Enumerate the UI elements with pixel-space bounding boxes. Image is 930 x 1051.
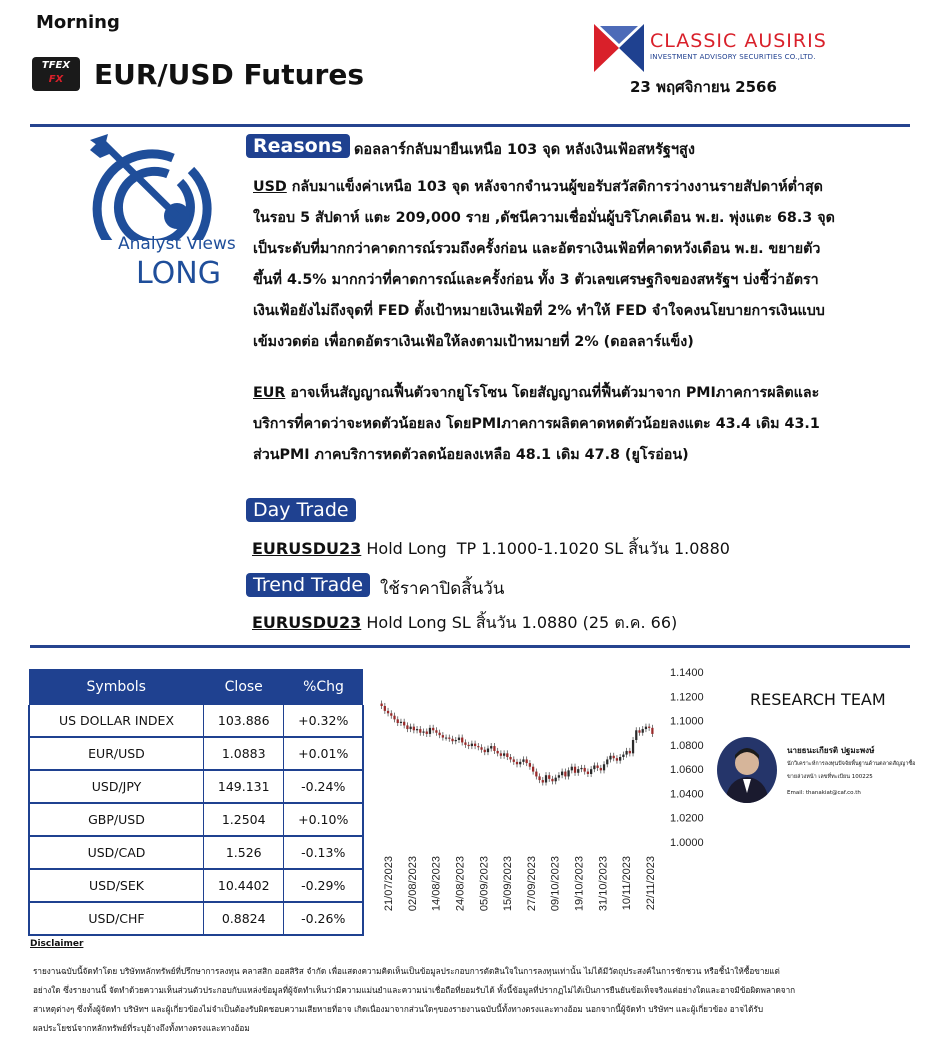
brand-subtitle: INVESTMENT ADVISORY SECURITIES CO.,LTD.	[650, 53, 816, 61]
candle-body	[442, 735, 444, 737]
candle-body	[619, 757, 621, 761]
candle-body	[564, 772, 566, 777]
eur-line-text: อาจเห็นสัญญาณฟื้นตัวจากยูโรโซน โดยสัญญาณที่ฟื้นตัวมาจาก PMIภาคการผลิตและ	[290, 385, 820, 401]
candle-body	[616, 758, 618, 760]
candle-body	[429, 728, 431, 734]
x-tick-label: 02/08/2023	[406, 856, 419, 912]
usd-line: เป็นระดับที่มากกว่าคาดการณ์รวมถึงครั้งก่อน และอัตราเงินเฟ้อที่คาดหวังเดือน พ.ย. ขยายตัว	[253, 241, 821, 257]
candle-body	[629, 751, 631, 753]
change-cell: +0.32%	[284, 705, 363, 737]
candle-body	[645, 727, 647, 729]
trend-trade-line	[252, 611, 677, 636]
candle-body	[548, 775, 550, 779]
table-row	[29, 770, 363, 803]
candle-body	[625, 751, 627, 755]
x-tick-label: 10/11/2023	[621, 856, 634, 911]
candle-body	[561, 772, 563, 776]
candle-body	[426, 732, 428, 734]
x-tick-label: 27/09/2023	[525, 856, 538, 912]
column-header: Symbols	[29, 669, 203, 705]
table-header-row	[29, 669, 363, 705]
y-tick-label: 1.0200	[670, 812, 704, 825]
person-icon	[717, 737, 777, 803]
x-tick-label: 09/10/2023	[549, 856, 562, 912]
y-tick-label: 1.0000	[670, 837, 704, 849]
candle-body	[632, 740, 634, 753]
candle-body	[590, 769, 592, 774]
y-tick-label: 1.1000	[670, 715, 704, 728]
analyst-avatar	[717, 737, 777, 803]
reasons-headline: ดอลลาร์กลับมายืนเหนือ 103 จุด หลังเงินเฟ้อสหรัฐฯสูง	[354, 142, 695, 158]
symbol-cell: GBP/USD	[29, 803, 203, 836]
candle-body	[587, 772, 589, 774]
candle-body	[642, 729, 644, 733]
candle-body	[387, 711, 389, 713]
candle-body	[393, 716, 395, 720]
candle-body	[416, 729, 418, 730]
candle-body	[638, 730, 640, 732]
candle-body	[471, 744, 473, 746]
analyst-info-line: ขายล่วงหน้า เลขที่ทะเบียน 100225	[787, 774, 873, 780]
x-tick-label: 22/11/2023	[645, 856, 657, 911]
change-cell: -0.24%	[284, 770, 363, 803]
close-cell: 1.2504	[203, 803, 283, 836]
y-tick-label: 1.1400	[670, 667, 704, 679]
target-arrow-icon	[88, 130, 238, 240]
candle-body	[432, 728, 434, 730]
candle-body	[596, 766, 598, 768]
candle-body	[484, 750, 486, 752]
candle-body	[458, 738, 460, 740]
candle-body	[648, 727, 650, 728]
eur-line: ส่วนPMI ภาคบริการหดตัวลดน้อยลงเหลือ 48.1 เดิม 47.8 (ยูโรอ่อน)	[253, 447, 689, 463]
candle-body	[622, 755, 624, 757]
x-tick-label: 15/09/2023	[502, 856, 515, 912]
x-tick-label: 21/07/2023	[383, 856, 395, 912]
table-row	[29, 803, 363, 836]
candle-body	[545, 775, 547, 782]
usd-paragraph	[253, 172, 913, 358]
usd-line: เงินเฟ้อยังไม่ถึงจุดที่ FED ตั้งเป้าหมายเงินเฟ้อที่ 2% ทำให้ FED จำใจคงนโยบายการเงินแบบ	[253, 303, 825, 319]
candle-body	[419, 729, 421, 733]
disclaimer-line: สาเหตุต่างๆ ซึ่งทั้งผู้จัดทำ บริษัทฯ และผู้เกี่ยวข้องไม่จำเป็นต้องรับผิดชอบความเสียหายที่อาจ เกิดเนื่องมาจากส่วนใดๆของรายงานฉบับนี้ทั้งทางตรงและทางอ้อม นอกจากนี้ผู้จัดทำ บริษัทฯ และผู้เกี่ยวข้อง อาจได้รับ	[33, 1004, 764, 1014]
mid-divider	[30, 645, 910, 648]
candle-body	[609, 756, 611, 760]
usd-line-text: กลับมาแข็งค่าเหนือ 103 จุด หลังจากจำนวนผู้ขอรับสวัสดิการว่างงานรายสัปดาห์ต่ำสุด	[291, 179, 823, 195]
usd-line: ในรอบ 5 สัปดาห์ แตะ 209,000 ราย ,ดัชนีความเชื่อมั่นผู้บริโภคเดือน พ.ย. พุ่งแตะ 68.3 จุด	[253, 210, 835, 226]
candle-body	[538, 776, 540, 780]
disclaimer-line: ผลประโยชน์จากหลักทรัพย์ที่ระบุอ้างถึงทั้งทางตรงและทางอ้อม	[33, 1023, 250, 1033]
eur-line: บริการที่คาดว่าจะหดตัวน้อยลง โดยPMIภาคการผลิตคาดหดตัวน้อยลงแตะ 43.4 เดิม 43.1	[253, 416, 820, 432]
symbol-cell: EUR/USD	[29, 737, 203, 770]
close-cell: 149.131	[203, 770, 283, 803]
x-tick-label: 19/10/2023	[573, 856, 586, 912]
candle-body	[606, 759, 608, 764]
usd-label: USD	[253, 179, 287, 195]
analyst-email: Email: thanakiat@caf.co.th	[787, 790, 861, 796]
candle-body	[571, 767, 573, 771]
y-tick-label: 1.0800	[670, 739, 704, 752]
trend-trade-text: Hold Long SL สิ้นวัน 1.0880 (25 ต.ค. 66)	[361, 613, 678, 632]
candle-body	[380, 704, 382, 706]
market-table	[28, 669, 364, 936]
candle-body	[555, 778, 557, 782]
candle-body	[503, 753, 505, 755]
candle-body	[397, 719, 399, 723]
candle-body	[451, 739, 453, 741]
candle-body	[519, 762, 521, 764]
disclaimer-label: Disclaimer	[30, 939, 84, 949]
analyst-views-label: Analyst Views	[118, 234, 236, 254]
table-row	[29, 737, 363, 770]
symbol-cell: US DOLLAR INDEX	[29, 705, 203, 737]
table-row	[29, 836, 363, 869]
table-row	[29, 705, 363, 737]
eur-paragraph	[253, 378, 913, 471]
candle-body	[477, 746, 479, 747]
table-row	[29, 902, 363, 935]
analyst-info-line: นักวิเคราะห์การลงทุนปัจจัยพื้นฐานด้านตลาดสัญญาซื้อ	[787, 761, 916, 767]
symbol-cell: USD/CHF	[29, 902, 203, 935]
candle-body	[509, 757, 511, 759]
candle-body	[413, 727, 415, 731]
close-cell: 0.8824	[203, 902, 283, 935]
candle-body	[506, 753, 508, 757]
candle-body	[551, 779, 553, 781]
column-header: Close	[203, 669, 283, 705]
candle-body	[445, 738, 447, 739]
candle-body	[400, 722, 402, 723]
candle-body	[406, 725, 408, 729]
candle-body	[635, 730, 637, 740]
y-tick-label: 1.0600	[670, 764, 704, 777]
disclaimer-line: รายงานฉบับนี้จัดทำโดย บริษัทหลักทรัพย์ที่ปรึกษาการลงทุน คลาสสิก ออสสิริส จำกัด เพื่อแสดงความคิดเห็นเป็นข้อมูลประกอบการตัดสินใจในการลงทุนเท่านั้น ไม่ได้มีวัตถุประสงค์ในการชักชวน หรือชี้นำให้ซื้อขายแต่	[33, 966, 780, 976]
trend-trade-symbol: EURUSDU23	[252, 613, 362, 632]
candle-body	[403, 722, 405, 726]
candle-body	[409, 727, 411, 729]
candle-body	[522, 759, 524, 761]
usd-line: ขึ้นที่ 4.5% มากกว่าที่คาดการณ์และครั้งก่อน ทั้ง 3 ตัวเลขเศรษฐกิจของสหรัฐฯ บ่งชี้ว่าอัตรา	[253, 272, 819, 288]
table-row	[29, 869, 363, 902]
candle-body	[558, 775, 560, 777]
x-tick-label: 24/08/2023	[454, 856, 467, 912]
y-tick-label: 1.1200	[670, 691, 704, 704]
day-trade-pill: Day Trade	[246, 498, 356, 522]
price-chart	[372, 660, 712, 920]
change-cell: +0.01%	[284, 737, 363, 770]
candle-body	[593, 766, 595, 770]
trend-trade-note: ใช้ราคาปิดสิ้นวัน	[380, 579, 505, 599]
brand-logo-icon	[594, 24, 644, 72]
change-cell: -0.13%	[284, 836, 363, 869]
report-date: 23 พฤศจิกายน 2566	[630, 78, 777, 96]
day-trade-text: Hold Long TP 1.1000-1.1020 SL สิ้นวัน 1.0880	[361, 539, 730, 558]
tfex-logo	[32, 57, 80, 91]
usd-line	[253, 172, 913, 203]
page-title: EUR/USD Futures	[94, 58, 364, 91]
day-trade-line	[252, 537, 730, 562]
x-tick-label: 14/08/2023	[430, 856, 443, 912]
candle-body	[487, 749, 489, 753]
candle-body	[580, 768, 582, 769]
candle-body	[384, 706, 386, 711]
candle-body	[490, 746, 492, 748]
candle-body	[574, 767, 576, 773]
candle-body	[448, 738, 450, 739]
close-cell: 103.886	[203, 705, 283, 737]
candle-body	[532, 767, 534, 772]
candle-body	[464, 742, 466, 744]
fx-mark-icon: FX	[48, 74, 64, 85]
candle-body	[651, 728, 653, 734]
x-tick-label: 05/09/2023	[478, 856, 491, 912]
candle-body	[468, 745, 470, 746]
symbol-cell: USD/JPY	[29, 770, 203, 803]
candle-body	[577, 769, 579, 773]
disclaimer-text	[33, 962, 901, 1038]
x-tick-label: 31/10/2023	[597, 856, 610, 912]
candle-body	[480, 747, 482, 749]
column-header: %Chg	[284, 669, 363, 705]
research-team-title: RESEARCH TEAM	[750, 690, 886, 709]
candle-body	[455, 740, 457, 741]
eur-label: EUR	[253, 385, 286, 401]
symbol-cell: USD/CAD	[29, 836, 203, 869]
trend-trade-pill: Trend Trade	[246, 573, 370, 597]
candle-body	[584, 768, 586, 772]
change-cell: -0.26%	[284, 902, 363, 935]
candle-body	[439, 733, 441, 735]
candle-body	[516, 762, 518, 764]
candle-body	[567, 770, 569, 776]
day-trade-symbol: EURUSDU23	[252, 539, 362, 558]
candle-body	[529, 763, 531, 767]
candle-body	[603, 764, 605, 770]
disclaimer-line: อย่างใด ซึ่งรายงานนี้ จัดทำด้วยความเห็นส่วนตัวประกอบกับแหล่งข้อมูลที่ผู้จัดทำเห็นว่ามีความแม่นยำและความน่าเชื่อถือที่ยอมรับได้ ทั้งนี้ข้อมูลที่ปรากฏไม่ได้เป็นการยืนยันข้อเท็จจริงแต่อย่างใดและอาจมีข้อผิดพลาดจาก	[33, 985, 796, 995]
candle-body	[435, 730, 437, 732]
candle-body	[390, 713, 392, 715]
candle-body	[500, 753, 502, 755]
eur-line	[253, 378, 913, 409]
candle-body	[600, 768, 602, 770]
analyst-view-value: LONG	[136, 256, 221, 291]
change-cell: -0.29%	[284, 869, 363, 902]
top-divider	[30, 124, 910, 127]
y-tick-label: 1.0400	[670, 788, 704, 801]
candle-body	[461, 738, 463, 743]
symbol-cell: USD/SEK	[29, 869, 203, 902]
tfex-logo-text: TFEX	[41, 60, 71, 71]
close-cell: 1.0883	[203, 737, 283, 770]
candle-body	[422, 732, 424, 733]
reasons-pill: Reasons	[246, 134, 350, 158]
candle-body	[535, 772, 537, 777]
usd-line: เข้มงวดต่อ เพื่อกดอัตราเงินเฟ้อให้ลงตามเป้าหมายที่ 2% (ดอลลาร์แข็ง)	[253, 334, 694, 350]
session-label: Morning	[36, 12, 120, 33]
close-cell: 1.526	[203, 836, 283, 869]
candle-body	[542, 780, 544, 782]
candle-body	[493, 746, 495, 751]
change-cell: +0.10%	[284, 803, 363, 836]
candle-body	[513, 759, 515, 761]
brand-name: CLASSIC AUSIRIS	[650, 30, 827, 52]
candle-body	[526, 759, 528, 763]
candle-body	[613, 756, 615, 758]
candle-body	[474, 744, 476, 746]
analyst-name: นายธนะเกียรติ ปฐมะพงษ์	[787, 746, 875, 755]
close-cell: 10.4402	[203, 869, 283, 902]
candle-body	[497, 751, 499, 753]
